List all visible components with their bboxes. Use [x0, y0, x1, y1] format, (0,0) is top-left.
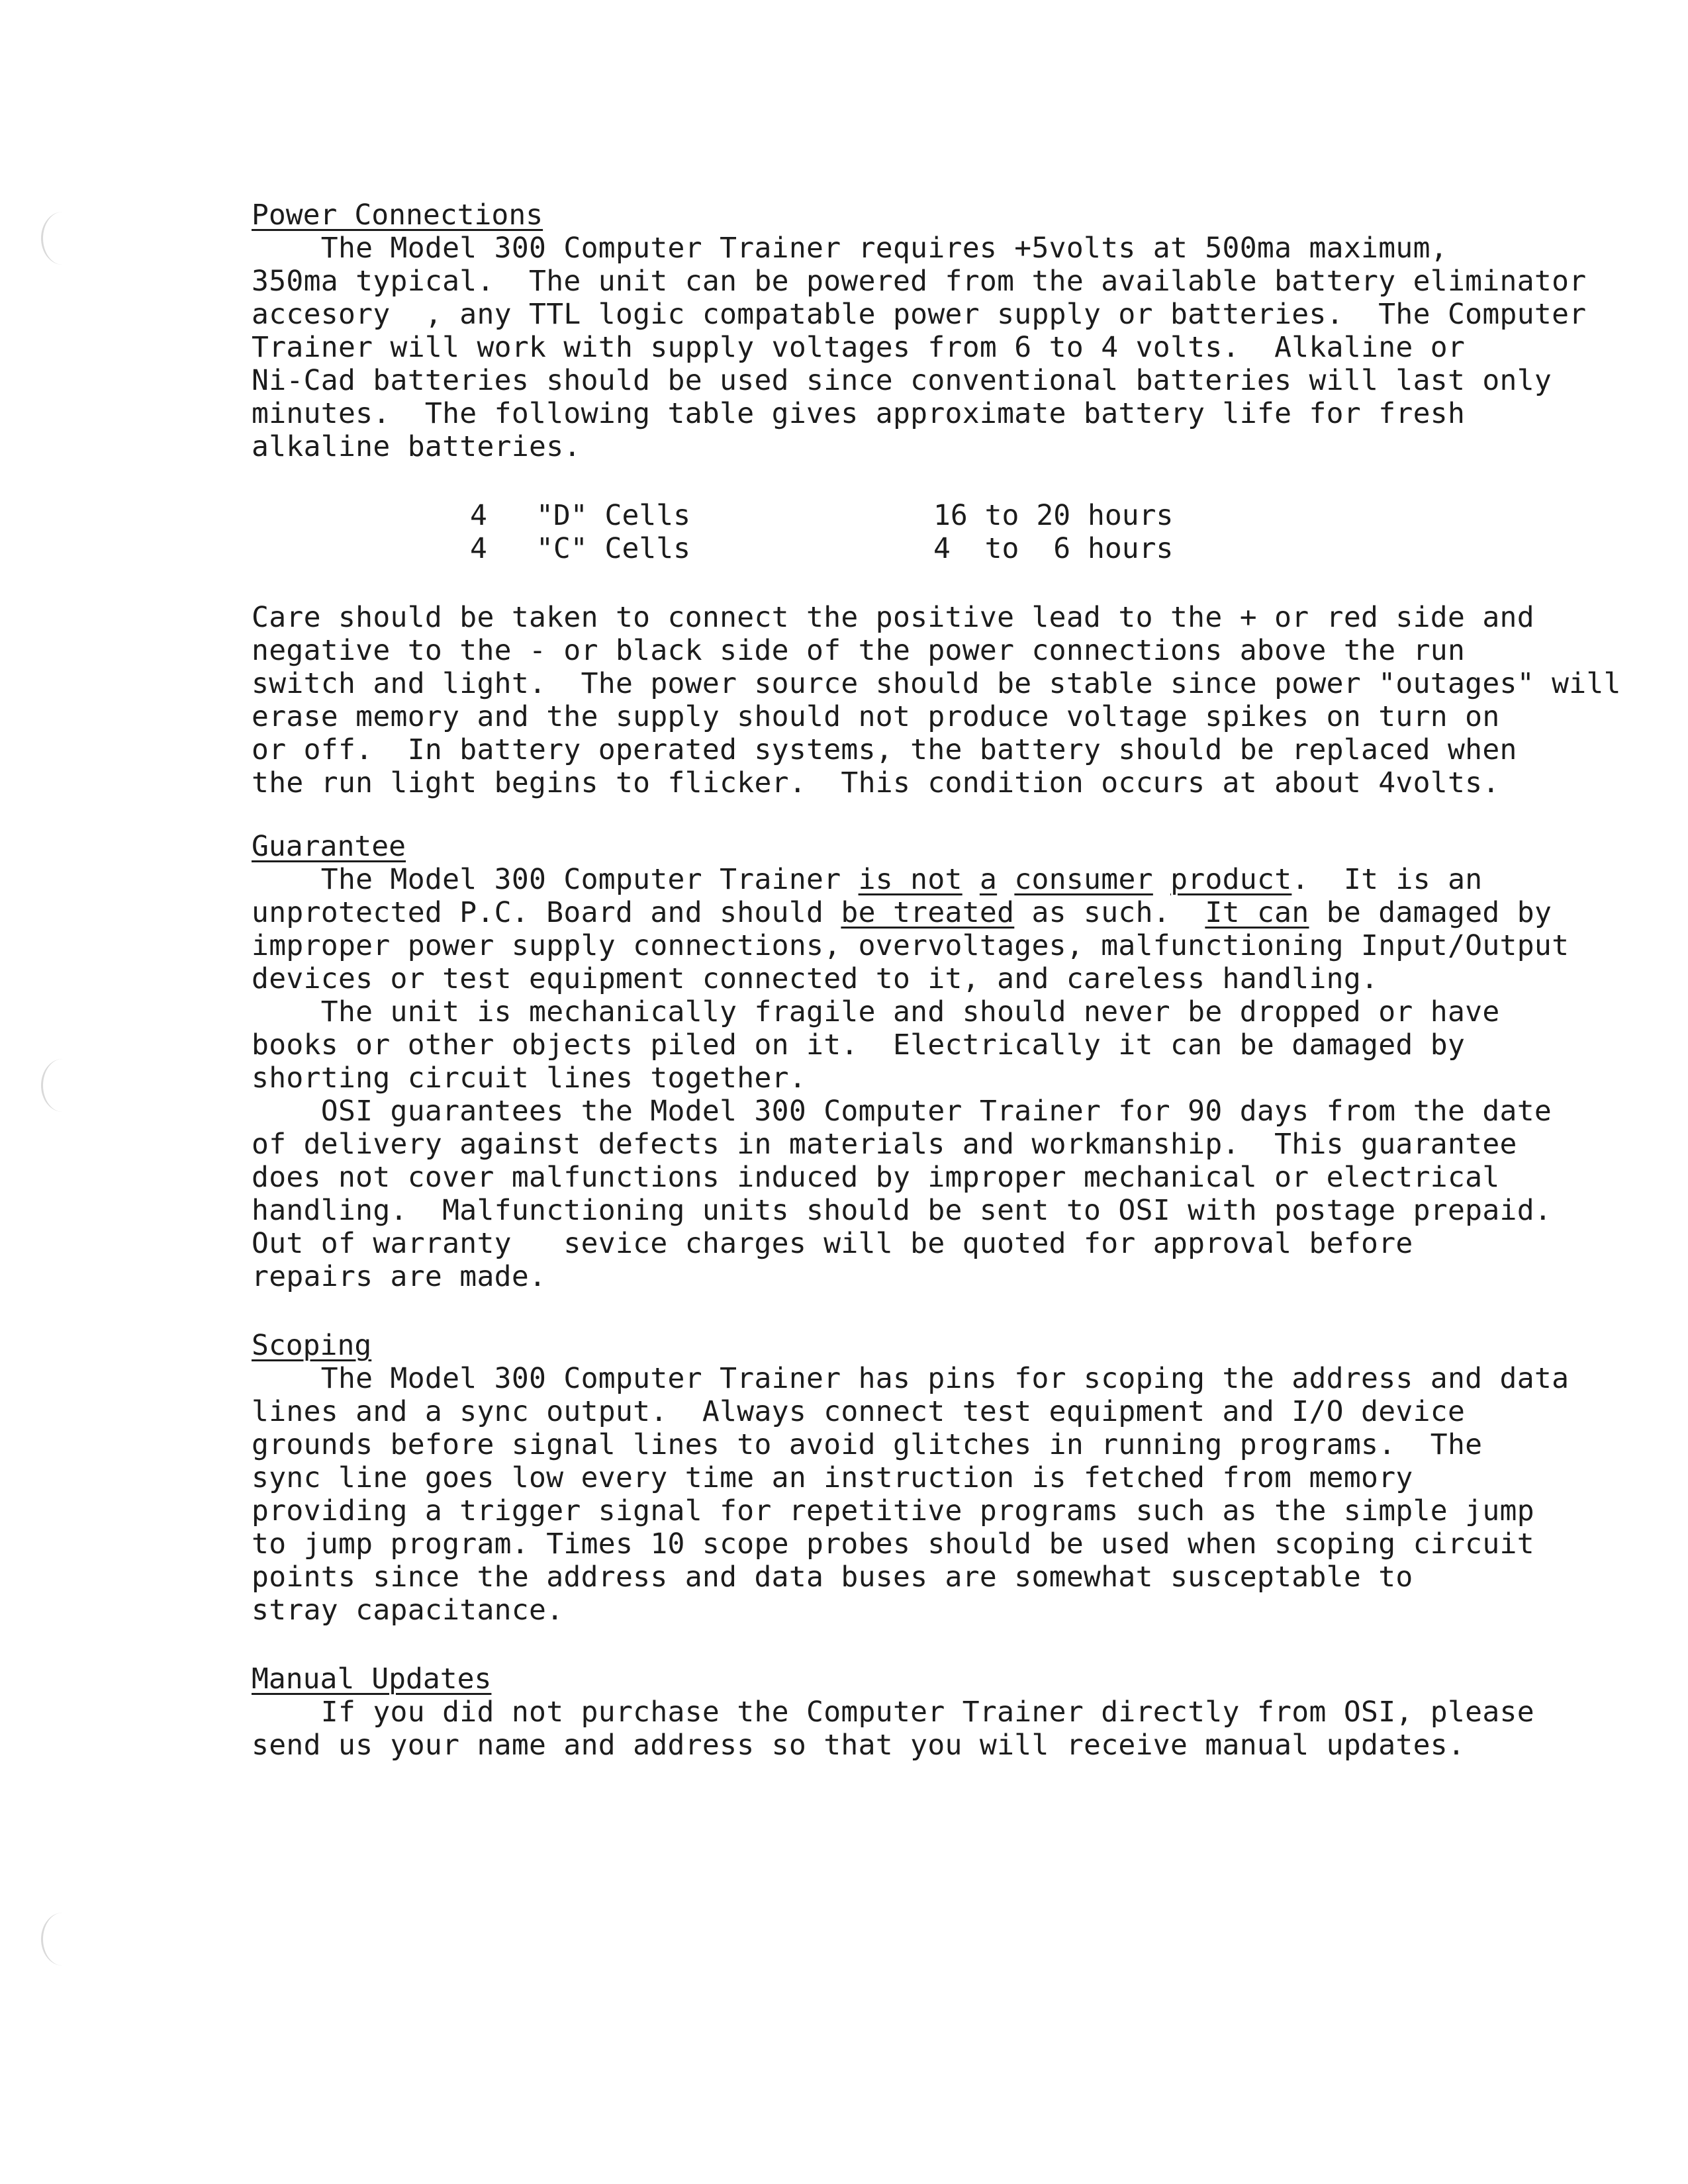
text-line: sync line goes low every time an instruction is fetched from memory [252, 1461, 1413, 1494]
text-line: handling. Malfunctioning units should be sent to OSI with postage prepaid. [252, 1194, 1552, 1227]
text-line: accesory , any TTL logic compatable power supply or batteries. The Computer [252, 298, 1587, 331]
text-span: The Model 300 Computer Trainer [252, 863, 859, 896]
binder-hole-bottom [41, 1913, 84, 1966]
text-line: shorting circuit lines together. [252, 1062, 807, 1095]
text-line: grounds before signal lines to avoid glitches in running programs. The [252, 1428, 1483, 1461]
text-span: . It is an [1291, 863, 1483, 896]
text-line: books or other objects piled on it. Electrically it can be damaged by [252, 1028, 1466, 1062]
binder-hole-top [41, 212, 84, 265]
cell-count: 4 [470, 532, 487, 565]
text-line: or off. In battery operated systems, the battery should be replaced when [252, 733, 1517, 766]
text-line: Out of warranty sevice charges will be quoted for approval before [252, 1227, 1413, 1260]
text-line: OSI guarantees the Model 300 Computer Trainer for 90 days from the date [252, 1095, 1552, 1128]
battery-life: 16 to 20 hours [933, 499, 1174, 532]
updates-paragraph [252, 1696, 1575, 1762]
text-line: lines and a sync output. Always connect test equipment and I/O device [252, 1395, 1466, 1428]
cell-type: "C" Cells [536, 532, 690, 565]
text-line [252, 896, 1575, 929]
text-line: Care should be taken to connect the positive lead to the + or red side and [252, 601, 1534, 634]
text-span: unprotected P.C. Board and should [252, 896, 841, 929]
text-line: stray capacitance. [252, 1594, 564, 1627]
battery-row [470, 532, 1575, 565]
text-line: of delivery against defects in materials and workmanship. This guarantee [252, 1128, 1517, 1161]
text-line: If you did not purchase the Computer Trainer directly from OSI, please [252, 1696, 1534, 1729]
underlined-phrase: product [1170, 863, 1292, 896]
text-line: minutes. The following table gives approximate battery life for fresh [252, 397, 1466, 430]
text-line: send us your name and address so that you will receive manual updates. [252, 1729, 1466, 1762]
text-line: The unit is mechanically fragile and should never be dropped or have [252, 995, 1500, 1028]
text-line: 350ma typical. The unit can be powered from the available battery eliminator [252, 265, 1587, 298]
underlined-phrase: consumer [1014, 863, 1153, 896]
binder-hole-middle [41, 1059, 84, 1112]
text-line: The Model 300 Computer Trainer has pins for scoping the address and data [252, 1362, 1570, 1395]
battery-life-table [470, 499, 1575, 565]
power-connections-heading: Power Connections [252, 199, 543, 232]
battery-life: 4 to 6 hours [933, 532, 1174, 565]
manual-updates-heading: Manual Updates [252, 1662, 492, 1696]
underlined-phrase: be treated [841, 896, 1015, 929]
text-line: does not cover malfunctions induced by improper mechanical or electrical [252, 1161, 1500, 1194]
document-page [252, 199, 1621, 1762]
underlined-phrase: is not [858, 863, 962, 896]
underlined-phrase: a [979, 863, 998, 896]
text-line: the run light begins to flicker. This condition occurs at about 4volts. [252, 766, 1500, 799]
scoping-paragraph [252, 1362, 1575, 1627]
text-line: negative to the - or black side of the power connections above the run [252, 634, 1466, 667]
power-paragraph-1 [252, 232, 1587, 463]
text-line: erase memory and the supply should not produce voltage spikes on turn on [252, 700, 1500, 733]
scoping-heading: Scoping [252, 1329, 372, 1362]
text-line: Ni-Cad batteries should be used since conventional batteries will last only [252, 364, 1552, 397]
text-span: as such. [1014, 896, 1205, 929]
text-line: alkaline batteries. [252, 430, 581, 463]
text-line: switch and light. The power source should be stable since power "outages" will [252, 667, 1621, 700]
power-paragraph-2 [252, 601, 1621, 799]
text-line: devices or test equipment connected to it, and careless handling. [252, 962, 1379, 995]
text-line: repairs are made. [252, 1260, 547, 1293]
text-line: improper power supply connections, overvoltages, malfunctioning Input/Output [252, 929, 1570, 962]
text-span: be damaged by [1309, 896, 1552, 929]
text-line: The Model 300 Computer Trainer requires +5volts at 500ma maximum, [252, 232, 1448, 265]
guarantee-paragraph [252, 863, 1575, 1293]
text-line [252, 863, 1575, 896]
text-line: points since the address and data buses are somewhat susceptable to [252, 1561, 1413, 1594]
cell-count: 4 [470, 499, 487, 532]
text-line: to jump program. Times 10 scope probes should be used when scoping circuit [252, 1527, 1534, 1561]
text-line: Trainer will work with supply voltages from 6 to 4 volts. Alkaline or [252, 331, 1466, 364]
cell-type: "D" Cells [536, 499, 690, 532]
underlined-phrase: It can [1205, 896, 1309, 929]
text-line: providing a trigger signal for repetitive programs such as the simple jump [252, 1494, 1534, 1527]
battery-row [470, 499, 1575, 532]
guarantee-heading: Guarantee [252, 830, 406, 863]
